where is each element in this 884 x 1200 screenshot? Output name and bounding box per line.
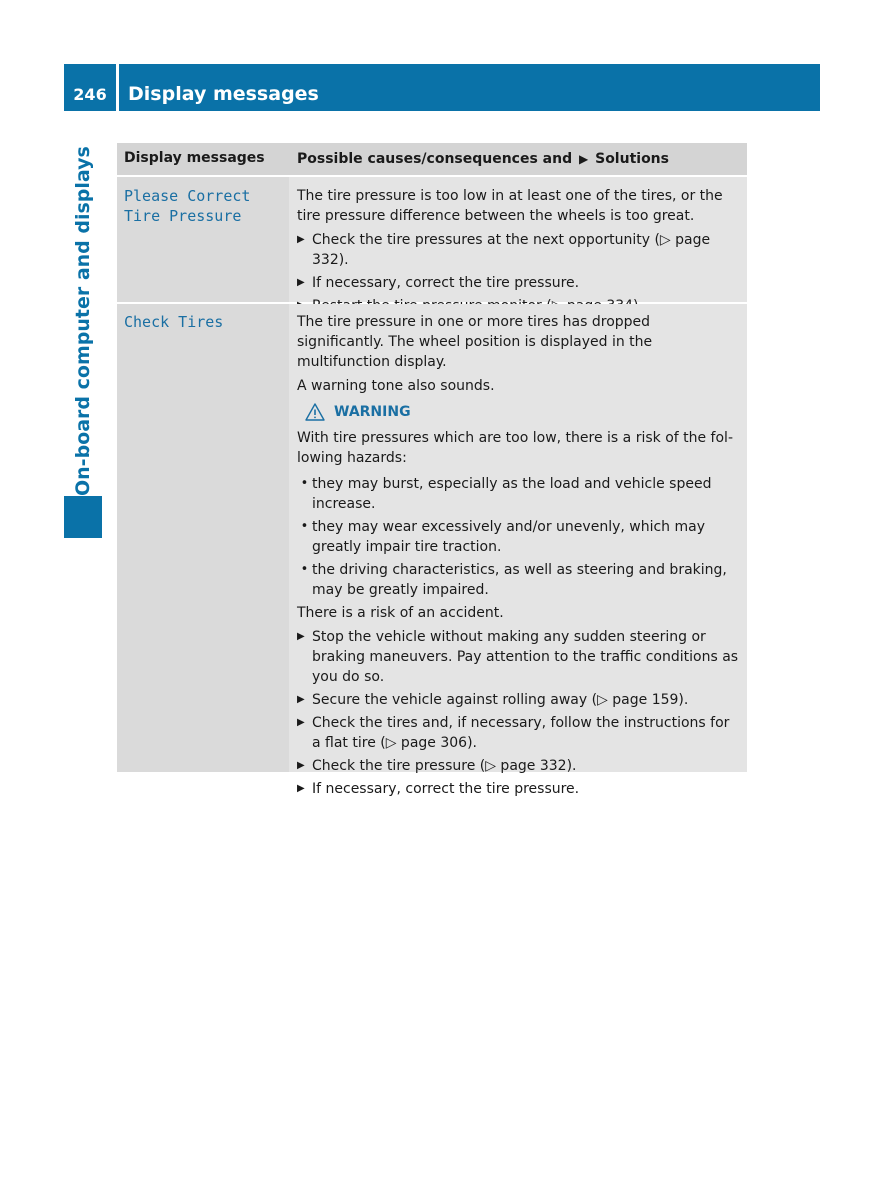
bullet-dot-icon: • [300,519,309,534]
description-cell [289,304,747,797]
triangle-right-icon: ▶ [297,277,305,288]
solution-step [297,713,740,753]
message-cell [117,304,289,772]
risk-text: There is a risk of an accident. [297,605,504,621]
chapter-marker-block [64,496,102,538]
warning-triangle-icon [305,403,325,421]
hazard-text: they may burst, especially as the load and vehicle speed increase. [312,476,712,512]
table-header-row [117,143,747,175]
hazard-text: the driving characteristics, as well as steering and braking, may be greatly impaired. [312,562,727,598]
triangle-right-icon: ▶ [297,694,305,705]
solution-step [297,756,740,776]
warning-text [297,428,740,468]
hazard-bullet [297,560,740,600]
triangle-right-icon: ▶ [297,760,305,771]
triangle-right-icon: ▶ [297,234,305,245]
description-cell [289,177,747,302]
solution-step-text: If necessary, correct the tire pressure. [312,275,580,291]
page-header [64,64,820,111]
solution-step-text: Check the tire pressures at the next opportunity (▷ page 332). [312,232,711,268]
solution-step-text: Check the tires and, if necessary, follow the instructions for a flat tire (▷ page 306). [312,715,730,751]
bullet-dot-icon: • [300,562,309,577]
cause-text: The tire pressure in one or more tires has dropped significantly. The wheel position is displayed in the multifunction display. [297,314,653,370]
hazard-bullet [297,517,740,557]
solution-step-text: If necessary, correct the tire pressure. [312,781,580,797]
solution-step [297,273,740,293]
hazard-bullet [297,474,740,514]
solution-step-text: Check the tire pressure (▷ page 332). [312,758,577,774]
page-title: Display messages [128,83,319,105]
triangle-right-icon: ▶ [297,783,305,794]
display-message-text: Tire Pressure [124,207,242,225]
column-header-causes [289,143,747,175]
table-row [117,304,747,797]
warning-text-line: lowing hazards: [297,450,407,466]
column-header-messages: Display messages [117,143,289,175]
solution-step-text: Secure the vehicle against rolling away (▷ page 159). [312,692,689,708]
display-message-text: Check Tires [124,313,224,331]
triangle-right-icon: ▶ [297,717,305,728]
solution-step-text: Stop the vehicle without making any sudden steering or braking maneuvers. Pay attention to the traffic conditions as you do so. [312,629,739,685]
cause-text: A warning tone also sounds. [297,378,495,394]
page-number: 246 [73,85,107,104]
warning-label: WARNING [334,404,411,420]
hazard-text: they may wear excessively and/or unevenly, which may greatly impair tire traction. [312,519,705,555]
column-header-causes-prefix: Possible causes/consequences and [297,151,573,167]
solution-step [297,690,740,710]
warning-heading [305,402,740,422]
chapter-label: On-board computer and displays [72,146,94,496]
solution-step [297,230,740,270]
triangle-right-icon: ▶ [297,631,305,642]
message-cell [117,177,289,302]
table-row [117,177,747,302]
cause-text: The tire pressure is too low in at least one of the tires, or the tire pressure difference between the wheels is too great. [297,188,723,224]
display-messages-table [117,143,747,797]
solution-step [297,779,740,799]
triangle-right-icon: ▶ [579,152,589,166]
column-header-causes-suffix: Solutions [595,151,669,167]
chapter-side-tab [64,140,102,538]
display-message-text: Please Correct [124,187,251,205]
bullet-dot-icon: • [300,476,309,491]
warning-text-line: With tire pressures which are too low, there is a risk of the fol- [297,430,733,446]
solution-step [297,627,740,687]
header-divider [116,64,119,111]
